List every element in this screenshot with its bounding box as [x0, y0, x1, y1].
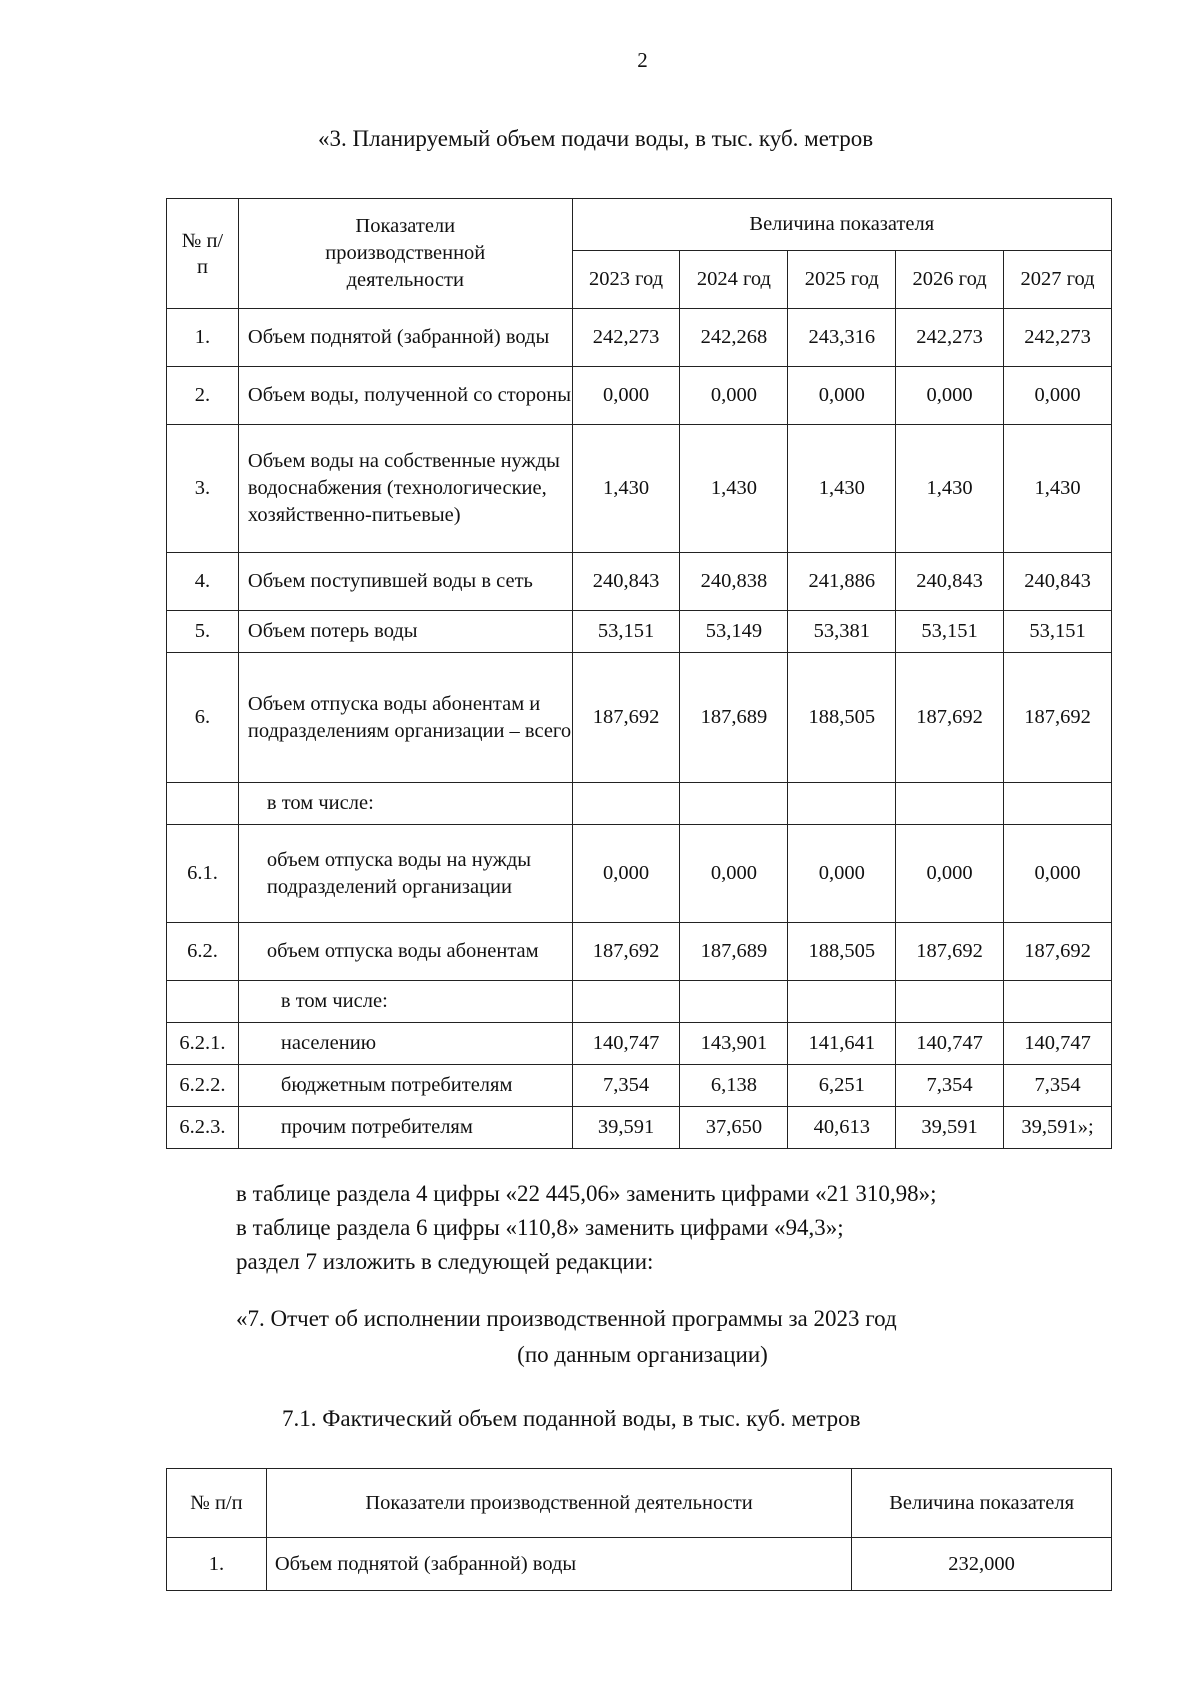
table-row [167, 309, 1112, 367]
row-value: 188,505 [788, 653, 896, 783]
row-value: 240,843 [1004, 553, 1112, 611]
row-value [572, 783, 680, 825]
row-value: 40,613 [788, 1107, 896, 1149]
column-header-indicator: Показатели производственной деятельности [238, 199, 572, 309]
row-number: 4. [167, 553, 239, 611]
row-indicator: Объем поступившей воды в сеть [238, 553, 572, 611]
row-number: 3. [167, 425, 239, 553]
column-header-year: 2027 год [1004, 251, 1112, 309]
row-indicator: Объем потерь воды [238, 611, 572, 653]
row-indicator: объем отпуска воды абонентам [238, 923, 572, 981]
row-value: 53,381 [788, 611, 896, 653]
row-value: 39,591»; [1004, 1107, 1112, 1149]
amendment-paragraph: раздел 7 изложить в следующей редакции: [236, 1249, 654, 1274]
row-value: 1,430 [896, 425, 1004, 553]
row-number: 6.2.2. [167, 1065, 239, 1107]
row-value [572, 981, 680, 1023]
row-value: 240,838 [680, 553, 788, 611]
row-value: 240,843 [572, 553, 680, 611]
row-value [1004, 981, 1112, 1023]
row-number: 5. [167, 611, 239, 653]
row-value: 242,273 [1004, 309, 1112, 367]
row-indicator: объем отпуска воды на нужды подразделений организации [238, 825, 572, 923]
row-value: 187,692 [1004, 653, 1112, 783]
row-value: 53,151 [572, 611, 680, 653]
row-value [1004, 783, 1112, 825]
row-value: 0,000 [572, 367, 680, 425]
row-value: 242,268 [680, 309, 788, 367]
row-value: 0,000 [896, 825, 1004, 923]
table-row [167, 923, 1112, 981]
row-value: 0,000 [680, 367, 788, 425]
row-value: 7,354 [572, 1065, 680, 1107]
table-row [167, 1065, 1112, 1107]
row-number: 2. [167, 367, 239, 425]
table-row [167, 783, 1112, 825]
row-value: 1,430 [680, 425, 788, 553]
row-value: 187,692 [896, 653, 1004, 783]
row-number [167, 783, 239, 825]
row-indicator: Объем воды, полученной со стороны [238, 367, 572, 425]
table-row [167, 1538, 1112, 1591]
row-indicator: Объем поднятой (забранной) воды [238, 309, 572, 367]
row-value: 140,747 [572, 1023, 680, 1065]
row-value: 241,886 [788, 553, 896, 611]
row-indicator: Объем воды на собственные нужды водоснабжения (технологические, хозяйственно-питьевые) [238, 425, 572, 553]
row-value: 53,151 [1004, 611, 1112, 653]
row-indicator: прочим потребителям [238, 1107, 572, 1149]
row-value: 39,591 [572, 1107, 680, 1149]
column-header-year: 2026 год [896, 251, 1004, 309]
row-value [896, 783, 1004, 825]
row-number: 1. [167, 1538, 267, 1591]
column-header-value-group: Величина показателя [572, 199, 1111, 251]
row-number [167, 981, 239, 1023]
amendment-paragraph: в таблице раздела 4 цифры «22 445,06» заменить цифрами «21 310,98»; [236, 1181, 937, 1206]
row-value [788, 783, 896, 825]
row-indicator: Объем поднятой (забранной) воды [266, 1538, 851, 1591]
row-value: 187,689 [680, 653, 788, 783]
column-header-number: № п/п [167, 199, 239, 309]
row-value: 6,251 [788, 1065, 896, 1107]
table-row [167, 425, 1112, 553]
column-header-year: 2024 год [680, 251, 788, 309]
row-value: 240,843 [896, 553, 1004, 611]
row-value: 242,273 [572, 309, 680, 367]
row-value: 0,000 [788, 825, 896, 923]
row-value: 187,689 [680, 923, 788, 981]
row-value: 243,316 [788, 309, 896, 367]
row-value: 143,901 [680, 1023, 788, 1065]
row-value [788, 981, 896, 1023]
row-number: 1. [167, 309, 239, 367]
row-value: 0,000 [788, 367, 896, 425]
row-value [680, 783, 788, 825]
table-row [167, 611, 1112, 653]
table-row [167, 825, 1112, 923]
page-number: 2 [637, 48, 648, 72]
row-indicator: в том числе: [238, 981, 572, 1023]
column-header-indicator: Показатели производственной деятельности [266, 1469, 851, 1538]
row-value: 53,151 [896, 611, 1004, 653]
row-value: 187,692 [1004, 923, 1112, 981]
column-header-year: 2025 год [788, 251, 896, 309]
row-value: 7,354 [896, 1065, 1004, 1107]
table-row [167, 553, 1112, 611]
actual-water-supply-table [166, 1468, 1112, 1591]
table-row [167, 1023, 1112, 1065]
section-7-1-title: 7.1. Фактический объем поданной воды, в тыс. куб. метров [282, 1406, 861, 1431]
row-number: 6. [167, 653, 239, 783]
row-value: 141,641 [788, 1023, 896, 1065]
row-value: 187,692 [572, 923, 680, 981]
column-header-year: 2023 год [572, 251, 680, 309]
row-value: 0,000 [680, 825, 788, 923]
row-number: 6.2. [167, 923, 239, 981]
row-indicator: в том числе: [238, 783, 572, 825]
row-value: 0,000 [896, 367, 1004, 425]
row-value: 6,138 [680, 1065, 788, 1107]
row-indicator: бюджетным потребителям [238, 1065, 572, 1107]
row-value [680, 981, 788, 1023]
planned-water-supply-table [166, 198, 1112, 1149]
section-7-subtitle: (по данным организации) [517, 1342, 768, 1367]
row-indicator: Объем отпуска воды абонентам и подразделениям организации – всего [238, 653, 572, 783]
row-value: 187,692 [896, 923, 1004, 981]
row-value: 140,747 [896, 1023, 1004, 1065]
section-7-title: «7. Отчет об исполнении производственной программы за 2023 год [236, 1306, 897, 1331]
row-value: 242,273 [896, 309, 1004, 367]
row-indicator: населению [238, 1023, 572, 1065]
row-value: 1,430 [572, 425, 680, 553]
row-value: 1,430 [788, 425, 896, 553]
table-row [167, 1107, 1112, 1149]
column-header-value: Величина показателя [852, 1469, 1112, 1538]
table-row [167, 653, 1112, 783]
row-value: 53,149 [680, 611, 788, 653]
row-number: 6.2.3. [167, 1107, 239, 1149]
row-value: 0,000 [1004, 367, 1112, 425]
table-row [167, 981, 1112, 1023]
row-value: 188,505 [788, 923, 896, 981]
row-value: 1,430 [1004, 425, 1112, 553]
row-value: 39,591 [896, 1107, 1004, 1149]
row-number: 6.2.1. [167, 1023, 239, 1065]
row-value: 0,000 [1004, 825, 1112, 923]
row-value: 37,650 [680, 1107, 788, 1149]
table-row [167, 367, 1112, 425]
row-value [896, 981, 1004, 1023]
row-value: 187,692 [572, 653, 680, 783]
row-value: 7,354 [1004, 1065, 1112, 1107]
section-3-title: «3. Планируемый объем подачи воды, в тыс. куб. метров [318, 126, 874, 151]
row-value: 232,000 [852, 1538, 1112, 1591]
column-header-number: № п/п [167, 1469, 267, 1538]
row-value: 0,000 [572, 825, 680, 923]
amendment-paragraph: в таблице раздела 6 цифры «110,8» заменить цифрами «94,3»; [236, 1215, 844, 1240]
row-value: 140,747 [1004, 1023, 1112, 1065]
row-number: 6.1. [167, 825, 239, 923]
